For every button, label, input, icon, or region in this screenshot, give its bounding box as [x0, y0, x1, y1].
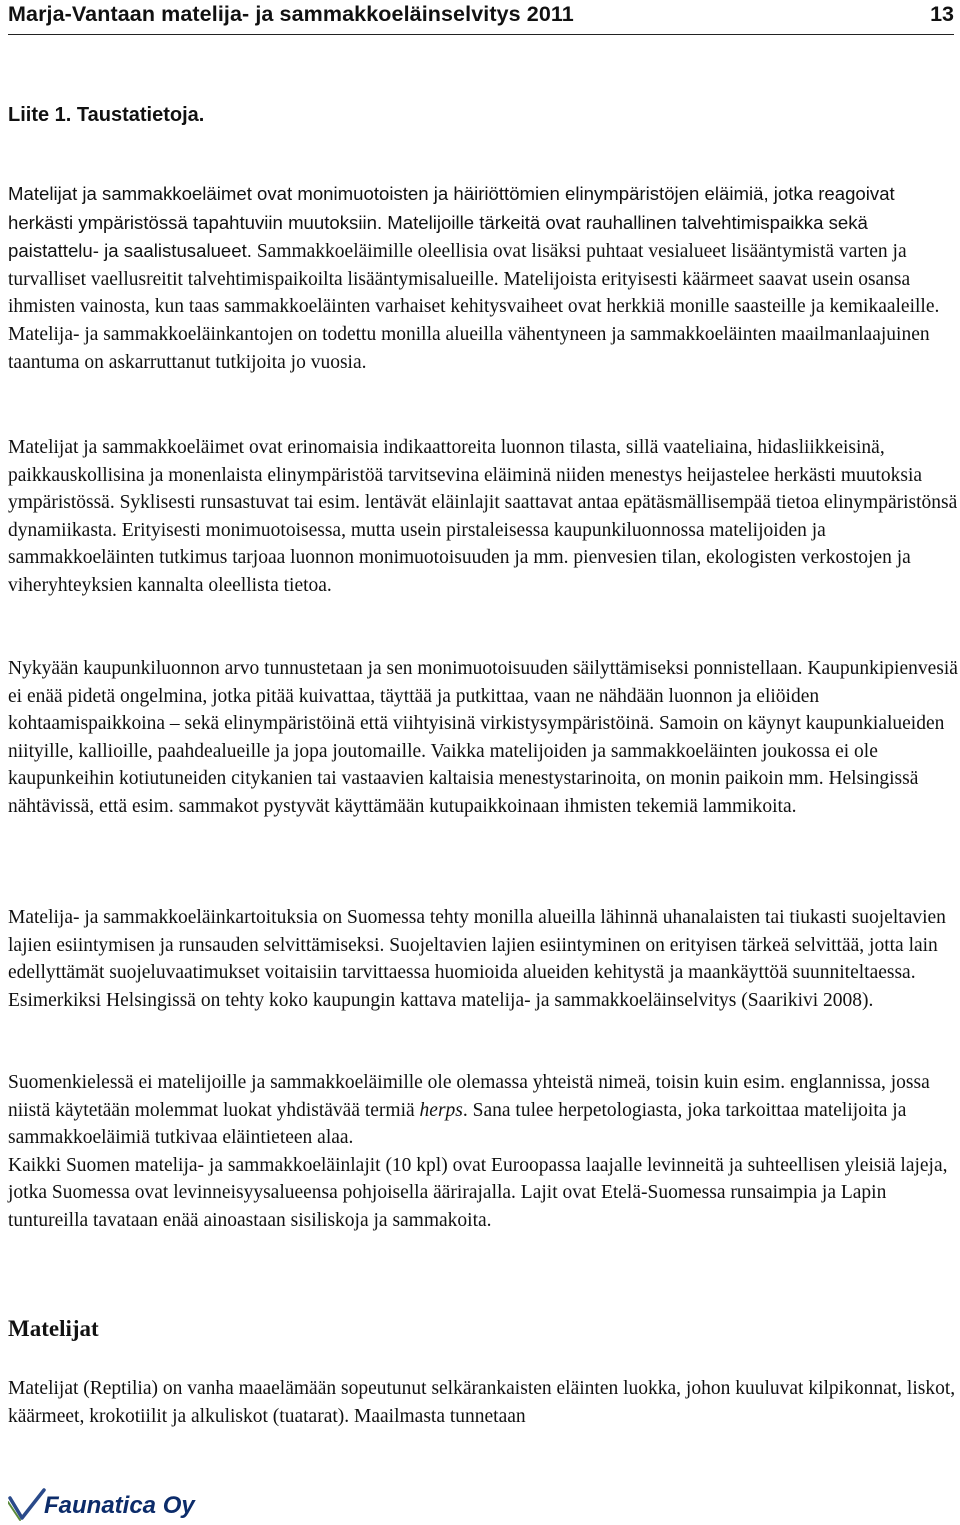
paragraph-reptiles: Matelijat (Reptilia) on vanha maaelämään sopeutunut selkärankaisten eläinten luokka, johon kuuluvat kilpikonnat, liskot, käärmeet, krokotiilit ja alkuliskot (tuatarat). Maailmasta tunnetaan: [8, 1378, 956, 1427]
page-header: [8, 0, 954, 35]
faunatica-logo: [8, 1486, 208, 1522]
paragraph-terminology: [8, 1069, 958, 1235]
appendix-title: Liite 1. Taustatietoja.: [8, 104, 205, 126]
paragraph-urban-nature: Nykyään kaupunkiluonnon arvo tunnustetaan ja sen monimuotoisuuden säilyttämiseksi ponnistellaan. Kaupunkipienvesiä ei enää pidetä ongelmina, jotka pitää kuivattaa, täyttää ja putkittaa, vaan ne nähdään luonnon ja eliöiden kohtaamispaikkoina – sekä elinympäristöinä että viihtyisinä virkistysympäristöinä. Samoin on käynyt kaupunkialueiden niityille, kallioille, paahdealueille ja jopa joutomaille. Vaikka matelijoiden ja sammakkoeläinten joukossa ei ole kaupunkeihin kotiutuneiden citykanien tai vastaavien kaltaisia menestystarinoita, on monin paikoin mm. Helsingissä nähtävissä, että esim. sammakot pystyvät käyttämään kutupaikkoinaan ihmisten tekemiä lammikoita.: [8, 658, 958, 817]
term-herps: herps: [419, 1099, 463, 1121]
paragraph-species-distribution: Kaikki Suomen matelija- ja sammakkoeläinlajit (10 kpl) ovat Euroopassa laajalle levinneitä ja suhteellisen yleisiä lajeja, jotka Suomessa ovat levinneisyysalueensa pohjoisella äärirajalla. Lajit ovat Etelä-Suomessa runsaimpia ja Lapin tuntureilla tavataan enää ainoastaan sisiliskoja ja sammakoita.: [8, 1154, 948, 1231]
logo-swoosh-icon: [8, 1486, 48, 1522]
paragraph-terminology-part2: . Sana tulee herpetologiasta, joka tarkoittaa matelijoita ja sammakkoeläimiä tutkivaa eläintieteen alaa.: [8, 1099, 907, 1149]
document-title: Marja-Vantaan matelija- ja sammakkoeläinselvitys 2011: [8, 2, 574, 26]
paragraph-indicators: Matelijat ja sammakkoeläimet ovat erinomaisia indikaattoreita luonnon tilasta, sillä vaateliaina, hidasliikkeisinä, paikkauskollisina ja monenlaista elinympäristöä tarvitsevina eläiminä niiden menestys heijastelee herkästi muutoksia ympäristössä. Syklisesti runsastuvat tai esim. lentävät eläinlajit saattavat antaa epätäsmällisempää tietoa elinympäristönsä dynamiikasta. Erityisesti monimuotoisessa, mutta usein pirstaleisessa kaupunkiluonnossa matelijoiden ja sammakkoeläinten tutkimus tarjoaa luonnon monimuotoisuuden ja mm. pienvesien tilan, ekologisten verkostojen ja viheryhteyksien kannalta oleellista tietoa.: [8, 437, 958, 596]
section-heading-matelijat: Matelijat: [8, 1316, 99, 1341]
paragraph-intro-serif-part: Sammakkoeläimille oleellisia ovat lisäksi puhtaat vesialueet lisääntymistä varten ja turvalliset vaellusreitit talvehtimispaikoilta lisääntymisalueille.: [8, 241, 907, 290]
paragraph-intro: [8, 180, 958, 376]
paragraph-intro-sans-part: Matelijat ja sammakkoeläimet ovat monimuotoisten ja häiriöttömien elinympäristöjen eläimiä, jotka reagoivat herkästi ympäristössä tapahtuviin muutoksiin. Matelijoille tärkeitä ovat rauhallinen talvehtimispaikka sekä paistattelu- ja saalistusalueet.: [8, 183, 895, 262]
paragraph-surveys: Matelija- ja sammakkoeläinkartoituksia on Suomessa tehty monilla alueilla lähinnä uhanalaisten tai tiukasti suojeltavien lajien esiintymisen ja runsauden selvittämiseksi. Suojeltavien lajien esiintyminen on erityisen tärkeä selvittää, jotta lain edellyttämät suojeluvaatimukset voitaisiin tarvittaessa huomioida alueiden kehitystä ja maankäyttöä suunniteltaessa. Esimerkiksi Helsingissä on tehty koko kaupungin kattava matelija- ja sammakkoeläinselvitys (Saarikivi 2008).: [8, 907, 946, 1011]
paragraph-intro-rest: Matelijoista erityisesti käärmeet saavat usein osansa ihmisten vainosta, kun taas sammakkoeläinten varhaiset kehitysvaiheet ovat herkkiä monille saasteille ja kemikaaleille. Matelija- ja sammakkoeläinkantojen on todettu monilla alueilla vähentyneen ja sammakkoeläinten maailmanlaajuinen taantuma on askarruttanut tutkijoita jo vuosia.: [8, 268, 940, 373]
paragraph-terminology-part1: Suomenkielessä ei matelijoille ja sammakkoeläimille ole olemassa yhteistä nimeä, toisin kuin esim. englannissa, jossa niistä käytetään molemmat luokat yhdistävää termiä: [8, 1072, 930, 1121]
page-number: 13: [930, 2, 954, 26]
logo-text: Faunatica Oy: [44, 1492, 195, 1519]
